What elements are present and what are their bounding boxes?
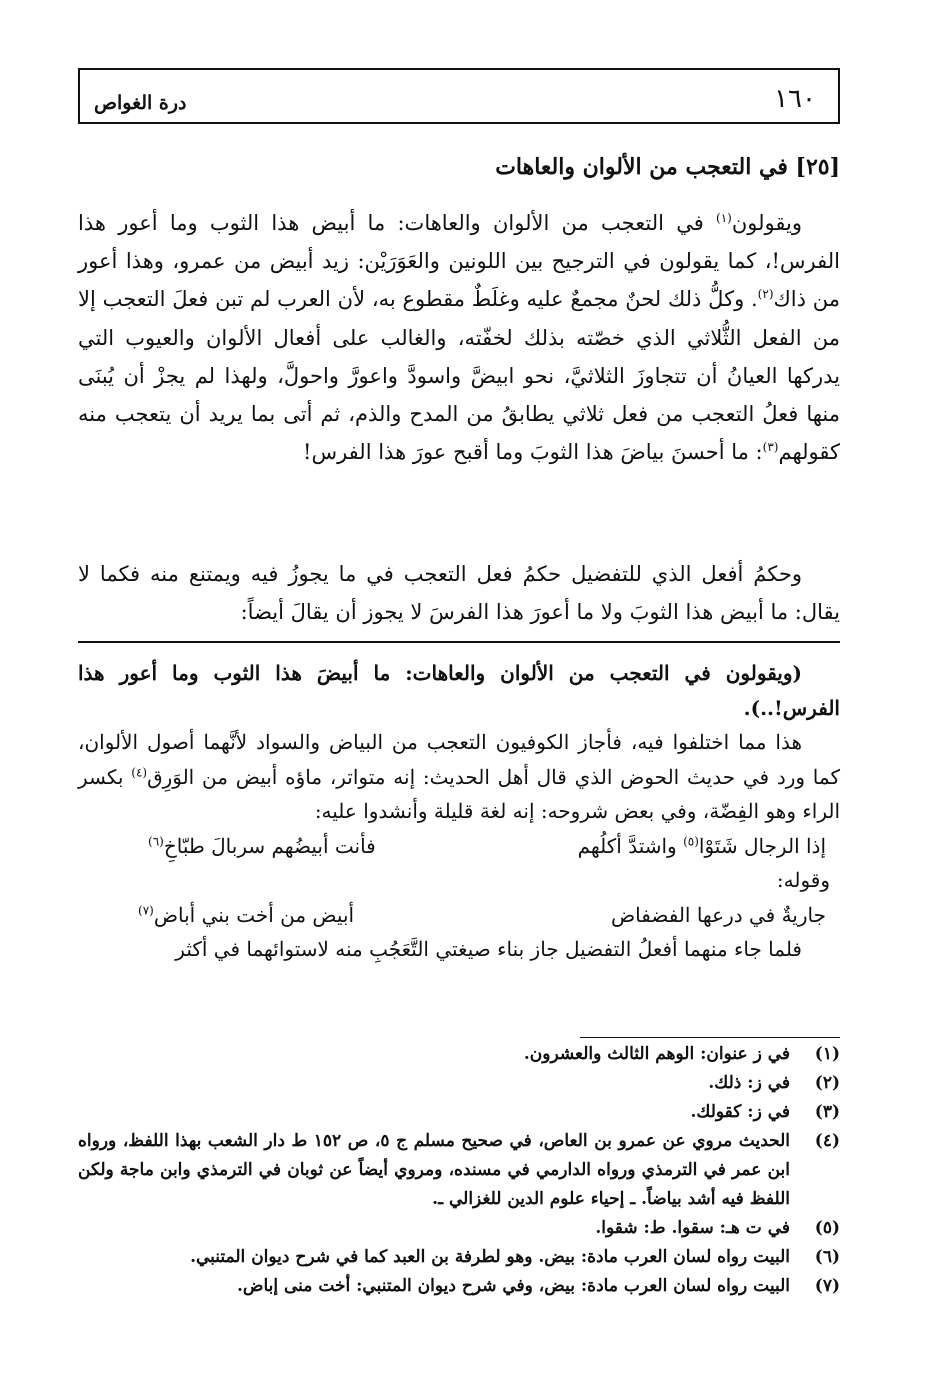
commentary-paragraph-1 xyxy=(78,725,840,829)
and-his-saying: وقوله: xyxy=(776,868,830,892)
footnote-number: (١) xyxy=(814,1044,840,1064)
running-title: درة الغواص xyxy=(94,92,187,114)
main-paragraph-2: وحكمُ أفعل الذي للتفضيل حكمُ فعل التعجب في ما يجوزُ فيه ويمتنع منه فكما لا يقال: ما أبيض هذا الثوبَ ولا ما أعورَ هذا الفرسَ لا يجوز أن يقالَ أيضاً: xyxy=(78,562,840,625)
section-title: [٢٥] في التعجب من الألوان والعاهات xyxy=(495,154,840,180)
verse-hemistich-first: جاريةٌ في درعها الفضفاض xyxy=(610,902,826,927)
footnote-number: (٦) xyxy=(814,1247,840,1267)
footnotes xyxy=(78,1040,840,1301)
footnote-ref-3: (٣) xyxy=(762,440,779,455)
footnote-text: في ز: ذلك. xyxy=(708,1073,790,1093)
paragraph-text: هذا مما اختلفوا فيه، فأجاز الكوفيون التعجب من البياض والسواد لأنَّهما أصول الألوان، كما ورد في حديث الحوض الذي قال أهل الحديث: إنه متواتر، ماؤه أبيض من الوَرِق xyxy=(78,730,840,789)
footnote-number: (٤) xyxy=(814,1131,840,1151)
footnote xyxy=(78,1272,840,1301)
verse-text: فأنت أبيضُهم سربالَ طبّاخِ xyxy=(163,833,376,858)
verse-hemistich-first xyxy=(578,829,826,864)
quoted-text: (ويقولون في التعجب من الألوان والعاهات: ما أبيضَ هذا الثوب وما أعور هذا الفرس!..). xyxy=(78,661,840,720)
verse-2 xyxy=(78,898,840,933)
commentary-paragraph-2: فلما جاء منهما أفعلُ التفضيل جاز بناء صيغتي التَّعَجُبِ منه لاستوائهما في أكثر xyxy=(175,937,802,961)
paragraph-text: : ما أحسنَ بياضَ هذا الثوبَ وما أقبح عورَ هذا الفرس! xyxy=(303,440,763,465)
commentary xyxy=(78,656,840,967)
footnote-text: في ت هـ: سقوا. ط: شقوا. xyxy=(595,1218,790,1238)
verse-text: إذا الرجال شَتَوْا xyxy=(698,833,826,858)
verse-text: أبيض من أخت بني أباض xyxy=(153,902,355,927)
footnote-text: الحديث مروي عن عمرو بن العاص، في صحيح مسلم ج ٥، ص ١٥٢ ط دار الشعب بهذا اللفظ، ورواه ابن عمر في الترمذي ورواه الدارمي في مسنده، ومروي أيضاً عن ثوبان في الترمذي وابن ماجة ولكن اللفظ فيه أشد بياضاً. ـ إحياء علوم الدين للغزالي ـ. xyxy=(78,1131,790,1209)
footnote-ref-1: (١) xyxy=(716,211,732,225)
footnote-ref-5: (٥) xyxy=(683,833,699,848)
page-header xyxy=(78,68,840,124)
paragraph-text: في التعجب من الألوان والعاهات: ما أبيض هذا الثوب وما أعور هذا الفرس!، كما يقولون في الترجيح بين اللونين والعَوَرَيْن: زيد أبيض من عمرو، وهذا أعور من ذاك xyxy=(78,211,840,312)
footnote xyxy=(78,1214,840,1243)
footnote-text: في ز: كقولك. xyxy=(690,1102,790,1122)
verse-hemistich-second xyxy=(138,898,354,933)
footnote-text: البيت رواه لسان العرب مادة: بيض. وهو لطرفة بن العبد كما في شرح ديوان المتنبي. xyxy=(190,1247,790,1267)
section-divider xyxy=(78,641,840,643)
paragraph-text: . وكلُّ ذلك لحنٌ مجمعٌ عليه وغلَطٌ مقطوع به، لأن العرب لم تبن فعلَ التعجب إلا من الفعل الثُّلاثي الذي خصّته بذلك لخفّته، والغالب على أفعال الألوان والعيوب التي يدركها العيانُ أن تتجاوزَ الثلاثيَّ، نحو ابيضَّ واسودَّ واعورَّ واحولَّ، ولهذا لم يجزْ أن يُبنَى منها فعلُ التعجب من فعل ثلاثي يطابقُ من المدح والذم، ثم أتى بما يريد أن يتعجب منه كقولهم xyxy=(78,287,840,465)
footnote-ref-6: (٦) xyxy=(148,833,164,848)
verse-hemistich-second xyxy=(148,829,376,864)
footnote-number: (٣) xyxy=(814,1102,840,1122)
footnote xyxy=(78,1243,840,1272)
footnote-text: في ز عنوان: الوهم الثالث والعشرون. xyxy=(523,1044,790,1064)
footnote xyxy=(78,1069,840,1098)
footnote-number: (٧) xyxy=(814,1276,840,1296)
paragraph-text: ويقولون xyxy=(731,211,802,235)
footnote xyxy=(78,1098,840,1127)
verse-text: واشتدَّ أكلُهم xyxy=(577,833,684,858)
paragraph-text: بكسر الراء وهو الفِضّة، وفي بعض شروحه: إنه لغة قليلة وأنشدوا عليه: xyxy=(78,764,840,823)
footnote xyxy=(78,1127,840,1214)
main-paragraph-1 xyxy=(78,204,840,471)
footnote-text: البيت رواه لسان العرب مادة: بيض، وفي شرح ديوان المتنبي: أخت منى إباض. xyxy=(236,1276,790,1296)
footnote xyxy=(78,1040,840,1069)
footnote-ref-4: (٤) xyxy=(131,764,148,779)
footnote-ref-7: (٧) xyxy=(138,902,154,917)
page-number: ١٦٠ xyxy=(774,84,816,114)
footnote-number: (٢) xyxy=(814,1073,840,1093)
verse-1 xyxy=(78,829,840,864)
footnote-ref-2: (٢) xyxy=(757,287,774,302)
footnote-divider xyxy=(580,1037,840,1038)
footnote-number: (٥) xyxy=(814,1218,840,1238)
